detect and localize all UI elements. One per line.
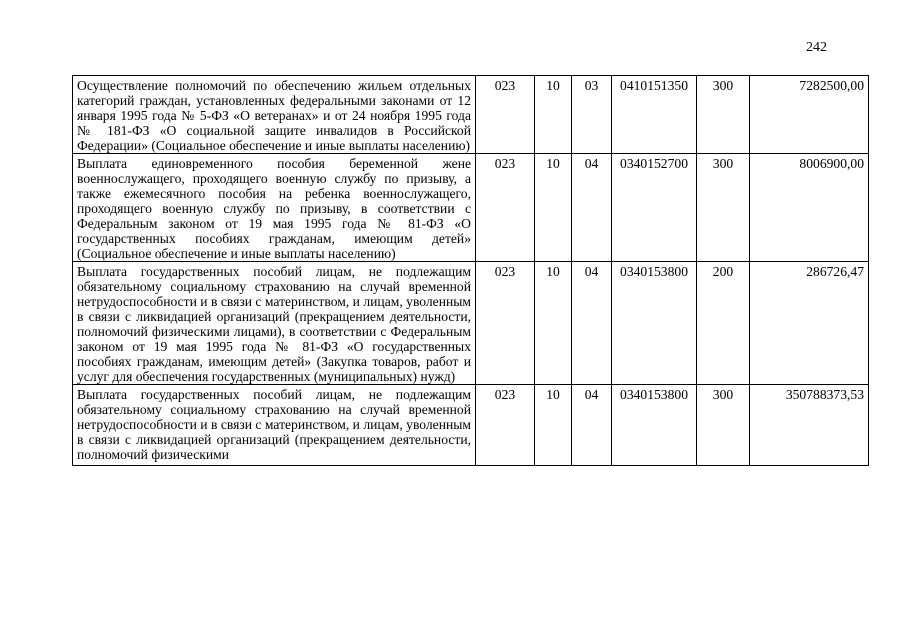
table-row xyxy=(73,262,869,385)
subsection-code: 04 xyxy=(572,154,612,262)
row-description: Выплата единовременного пособия беременной жене военнослужащего, проходящего военную службу по призыву, а также ежемесячного пособия на ребенка военнослужащего, проходящего военную службу по призыву, в соответствии с Федеральным законом от 19 мая 1995 года № 81-ФЗ «О государственных пособиях гражданам, имеющим детей» (Социальное обеспечение и иные выплаты населению) xyxy=(73,154,476,262)
target-article-code: 0340152700 xyxy=(612,154,697,262)
subsection-code: 04 xyxy=(572,262,612,385)
section-code: 10 xyxy=(535,262,572,385)
table-row xyxy=(73,385,869,466)
target-article-code: 0340153800 xyxy=(612,262,697,385)
row-description: Выплата государственных пособий лицам, не подлежащим обязательному социальному страхованию на случай временной нетрудоспособности и в связи с материнством, и лицам, уволенным в связи с ликвидацией организаций (прекращением деятельности, полномочий физическими xyxy=(77,387,471,462)
table-row xyxy=(73,76,869,154)
target-article-code: 0340153800 xyxy=(612,385,697,466)
expense-type-code: 300 xyxy=(697,154,750,262)
page-number: 242 xyxy=(806,40,827,55)
target-article-code: 0410151350 xyxy=(612,76,697,154)
amount: 7282500,00 xyxy=(750,76,869,154)
section-code: 10 xyxy=(535,76,572,154)
section-code: 10 xyxy=(535,385,572,466)
amount: 286726,47 xyxy=(750,262,869,385)
amount: 8006900,00 xyxy=(750,154,869,262)
section-code: 10 xyxy=(535,154,572,262)
row-description: Выплата государственных пособий лицам, не подлежащим обязательному социальному страхованию на случай временной нетрудоспособности и в связи с материнством, и лицам, уволенным в связи с ликвидацией организаций (прекращением деятельности, полномочий физическими лицами), в соответствии с Федеральным законом от 19 мая 1995 года № 81-ФЗ «О государственных пособиях гражданам, имеющим детей» (Закупка товаров, работ и услуг для обеспечения государственных (муниципальных) нужд) xyxy=(73,262,476,385)
ministry-code: 023 xyxy=(476,154,535,262)
ministry-code: 023 xyxy=(476,76,535,154)
row-description-cell xyxy=(73,385,476,466)
ministry-code: 023 xyxy=(476,385,535,466)
ministry-code: 023 xyxy=(476,262,535,385)
amount: 350788373,53 xyxy=(750,385,869,466)
expense-type-code: 300 xyxy=(697,385,750,466)
expense-type-code: 200 xyxy=(697,262,750,385)
subsection-code: 04 xyxy=(572,385,612,466)
subsection-code: 03 xyxy=(572,76,612,154)
expense-type-code: 300 xyxy=(697,76,750,154)
table-row xyxy=(73,154,869,262)
row-description: Осуществление полномочий по обеспечению жильем отдельных категорий граждан, установленных федеральными законами от 12 января 1995 года № 5-ФЗ «О ветеранах» и от 24 ноября 1995 года № 181-ФЗ «О социальной защите инвалидов в Российской Федерации» (Социальное обеспечение и иные выплаты населению) xyxy=(73,76,476,154)
budget-table xyxy=(72,75,869,466)
